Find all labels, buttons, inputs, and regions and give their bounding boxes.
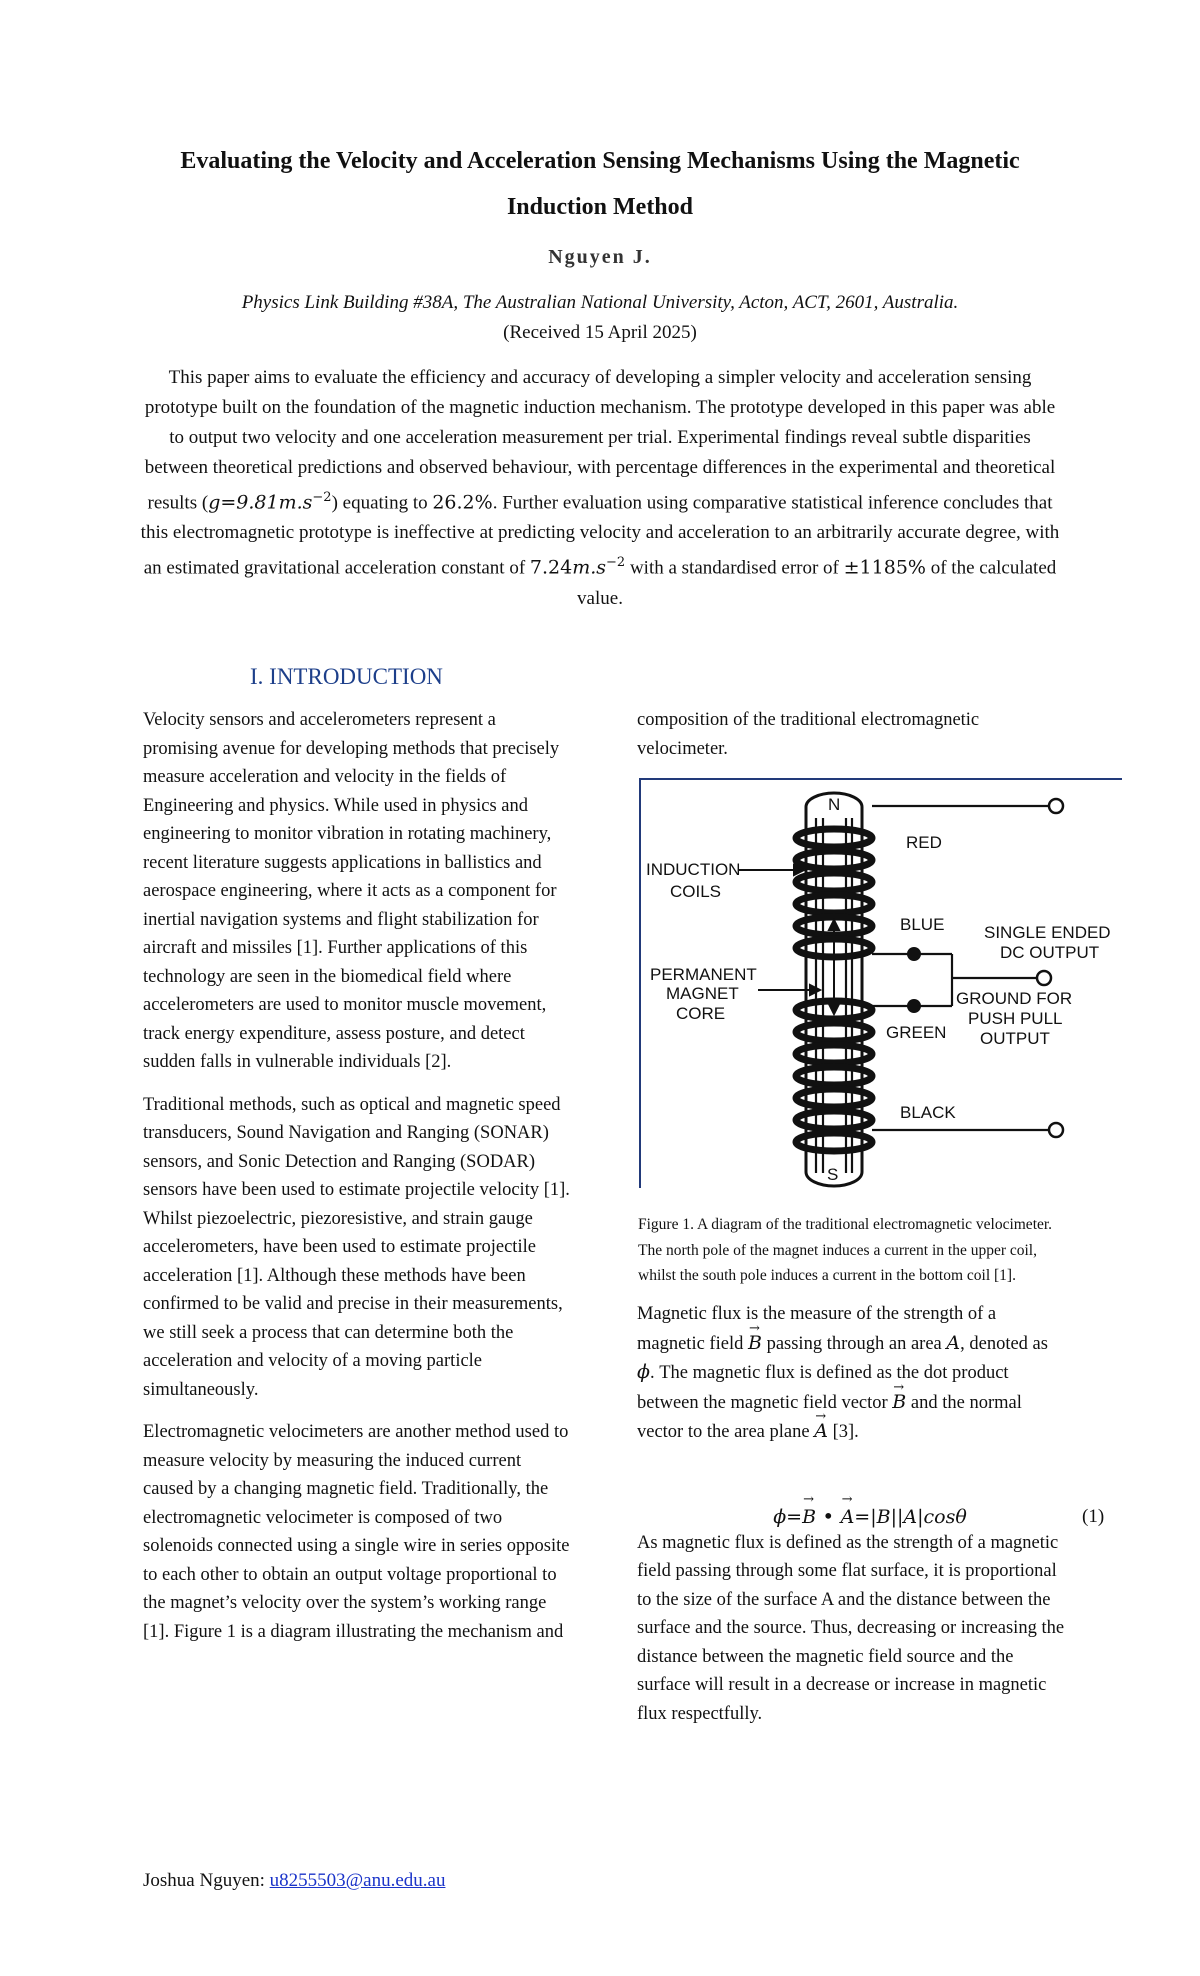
vector-b-2: → B bbox=[892, 1388, 906, 1417]
affiliation: Physics Link Building #38A, The Australian National University, Acton, ACT, 2601, Australia. bbox=[241, 292, 959, 313]
output-terminal bbox=[1037, 971, 1051, 985]
flux-text-a: Magnetic flux is the measure of the strength of a magnetic field bbox=[637, 1304, 997, 1354]
red-terminal bbox=[1049, 799, 1063, 813]
exponent-2: −2 bbox=[606, 555, 626, 571]
black-terminal bbox=[1049, 1123, 1063, 1137]
single-ended-label-2: DC OUTPUT bbox=[1000, 943, 1100, 962]
ground-label-3: OUTPUT bbox=[980, 1029, 1050, 1048]
vector-a: → A bbox=[814, 1417, 828, 1446]
footer-name: Joshua Nguyen: bbox=[143, 1870, 270, 1891]
phi-symbol: ϕ bbox=[637, 1361, 650, 1383]
right-column-top bbox=[637, 706, 1067, 777]
eq-rhs: =|B||A|cos bbox=[854, 1506, 956, 1528]
blue-junction bbox=[907, 947, 921, 961]
south-pole-label: S bbox=[827, 1165, 839, 1184]
vector-b: → B bbox=[748, 1329, 762, 1358]
author-email-link[interactable]: u8255503@anu.edu.au bbox=[269, 1870, 446, 1891]
eq-dot: • bbox=[816, 1504, 841, 1528]
permanent-magnet-label-2: MAGNET bbox=[666, 984, 739, 1003]
north-pole-label: N bbox=[828, 795, 841, 814]
area-a: A bbox=[946, 1331, 961, 1354]
eq-vector-a: → A bbox=[841, 1506, 855, 1528]
black-wire-label: BLACK bbox=[900, 1103, 956, 1122]
units-1: m.s bbox=[278, 491, 313, 514]
equation-1 bbox=[740, 1504, 1000, 1528]
standard-error: ±1185% bbox=[843, 556, 926, 579]
abstract-text-5: of the calculated value. bbox=[577, 557, 1057, 609]
abstract bbox=[140, 363, 1060, 614]
flux-paragraph-2: As magnetic flux is defined as the strength of a magnetic field passing through some flat surface, it is proportional to the size of the surface A and the distance between the surface and the source. Thus, decreasing or increasing the distance between the magnetic field source and the surface will result in a decrease or increase in magnetic flux respectfully. bbox=[637, 1532, 1065, 1724]
green-wire-label: GREEN bbox=[886, 1023, 947, 1042]
g-estimate: 7.24 bbox=[529, 556, 573, 579]
ground-label-2: PUSH PULL bbox=[968, 1009, 1063, 1028]
flux-text-f: [3]. bbox=[827, 1422, 859, 1442]
intro-paragraph-2: Traditional methods, such as optical and magnetic speed transducers, Sound Navigation and Ranging (SONAR) sensors, and Sonic Detection and Ranging (SODAR) sensors have been used to estimate projectile velocity [1]. Whilst piezoelectric, piezoresistive, and strain gauge accelerometers, have been used to estimate projectile acceleration [1]. Although these methods have been confirmed to be valid and precise in their measurements, we still seek a process that can determine both the acceleration and velocity of a moving particle simultaneously. bbox=[143, 1094, 570, 1400]
eq-vector-b: → B bbox=[802, 1506, 816, 1528]
equation-number: (1) bbox=[1082, 1506, 1105, 1527]
single-ended-label-1: SINGLE ENDED bbox=[984, 923, 1111, 942]
abstract-text-4: with a standardised error of bbox=[625, 557, 844, 579]
author: Nguyen J. bbox=[548, 246, 652, 268]
blue-wire-label: BLUE bbox=[900, 915, 945, 934]
units-2: m.s bbox=[572, 556, 607, 579]
figure-caption: Figure 1. A diagram of the traditional electromagnetic velocimeter. The north pole of the magnet induces a current in the upper coil, whilst the south pole induces a current in the bottom coil [1]. bbox=[638, 1216, 1053, 1284]
flux-paragraph bbox=[637, 1300, 1067, 1447]
section-heading: I. INTRODUCTION bbox=[250, 664, 443, 689]
induction-coils-label-2: COILS bbox=[670, 882, 722, 901]
title-line-1: Evaluating the Velocity and Acceleration Sensing Mechanisms Using the Magnetic bbox=[180, 148, 1020, 174]
ground-label-1: GROUND FOR bbox=[956, 989, 1073, 1008]
percent-diff: 26.2% bbox=[432, 491, 493, 514]
flux-text-b: passing through an area bbox=[761, 1333, 947, 1354]
flux-text-e: and the normal vector to the area plane bbox=[637, 1392, 1022, 1442]
flux-text-c: , denoted as bbox=[960, 1333, 1048, 1354]
intro-paragraph-3: Electromagnetic velocimeters are another method used to measure velocity by measuring the induced current caused by a changing magnetic field. Traditionally, the electromagnetic velocimeter is composed of two solenoids connected using a single wire in series opposite to each other to obtain an output voltage proportional to the magnet’s velocity over the system’s working range [1]. Figure 1 is a diagram illustrating the mechanism and bbox=[143, 1422, 570, 1642]
induction-coils-label-1: INDUCTION bbox=[646, 860, 741, 879]
abstract-text-2: ) equating to bbox=[331, 492, 433, 514]
exponent-1: −2 bbox=[312, 490, 332, 505]
intro-paragraph-3-continued: composition of the traditional electromagnetic velocimeter. bbox=[637, 710, 980, 759]
permanent-magnet-label-1: PERMANENT bbox=[650, 965, 757, 984]
left-column bbox=[143, 706, 573, 1660]
green-junction bbox=[907, 999, 921, 1013]
eq-lhs: ϕ= bbox=[773, 1506, 803, 1528]
eq-theta: θ bbox=[955, 1506, 967, 1528]
paper-title bbox=[130, 138, 1070, 230]
footer bbox=[143, 1870, 445, 1892]
received-date: (Received 15 April 2025) bbox=[503, 322, 697, 343]
flux-text-d: . The magnetic flux is defined as the dot product between the magnetic field vector bbox=[637, 1363, 1009, 1413]
title-line-2: Induction Method bbox=[506, 194, 694, 220]
g-expression: g=9.81 bbox=[208, 491, 279, 514]
abstract-text-1: This paper aims to evaluate the efficiency and accuracy of developing a simpler velocity and acceleration sensing prototype built on the foundation of the magnetic induction mechanism. The prototype developed in this paper was able to output two velocity and one acceleration measurement per trial. Experimental findings reveal subtle disparities between theoretical predictions and observed behaviour, with percentage differences in the experimental and theoretical results ( bbox=[144, 367, 1056, 514]
red-wire-label: RED bbox=[906, 833, 942, 852]
abstract-text-3: . Further evaluation using comparative statistical inference concludes that this electromagnetic prototype is ineffective at predicting velocity and acceleration to an arbitrarily accurate degree, with an estimated gravitational acceleration constant of bbox=[140, 492, 1060, 579]
intro-paragraph-1: Velocity sensors and accelerometers represent a promising avenue for developing methods that precisely measure acceleration and velocity in the fields of Engineering and physics. While used in physics and engineering to monitor vibration in rotating machinery, recent literature suggests applications in ballistics and aerospace engineering, where it acts as a component for inertial navigation systems and flight stabilization for aircraft and missiles [1]. Further applications of this technology are seen in the biomedical field where accelerometers are used to monitor muscle movement, track energy expenditure, assess posture, and detect sudden falls in vulnerable individuals [2]. bbox=[143, 710, 560, 1072]
velocimeter-diagram bbox=[638, 778, 1122, 1198]
permanent-magnet-label-3: CORE bbox=[676, 1004, 726, 1023]
